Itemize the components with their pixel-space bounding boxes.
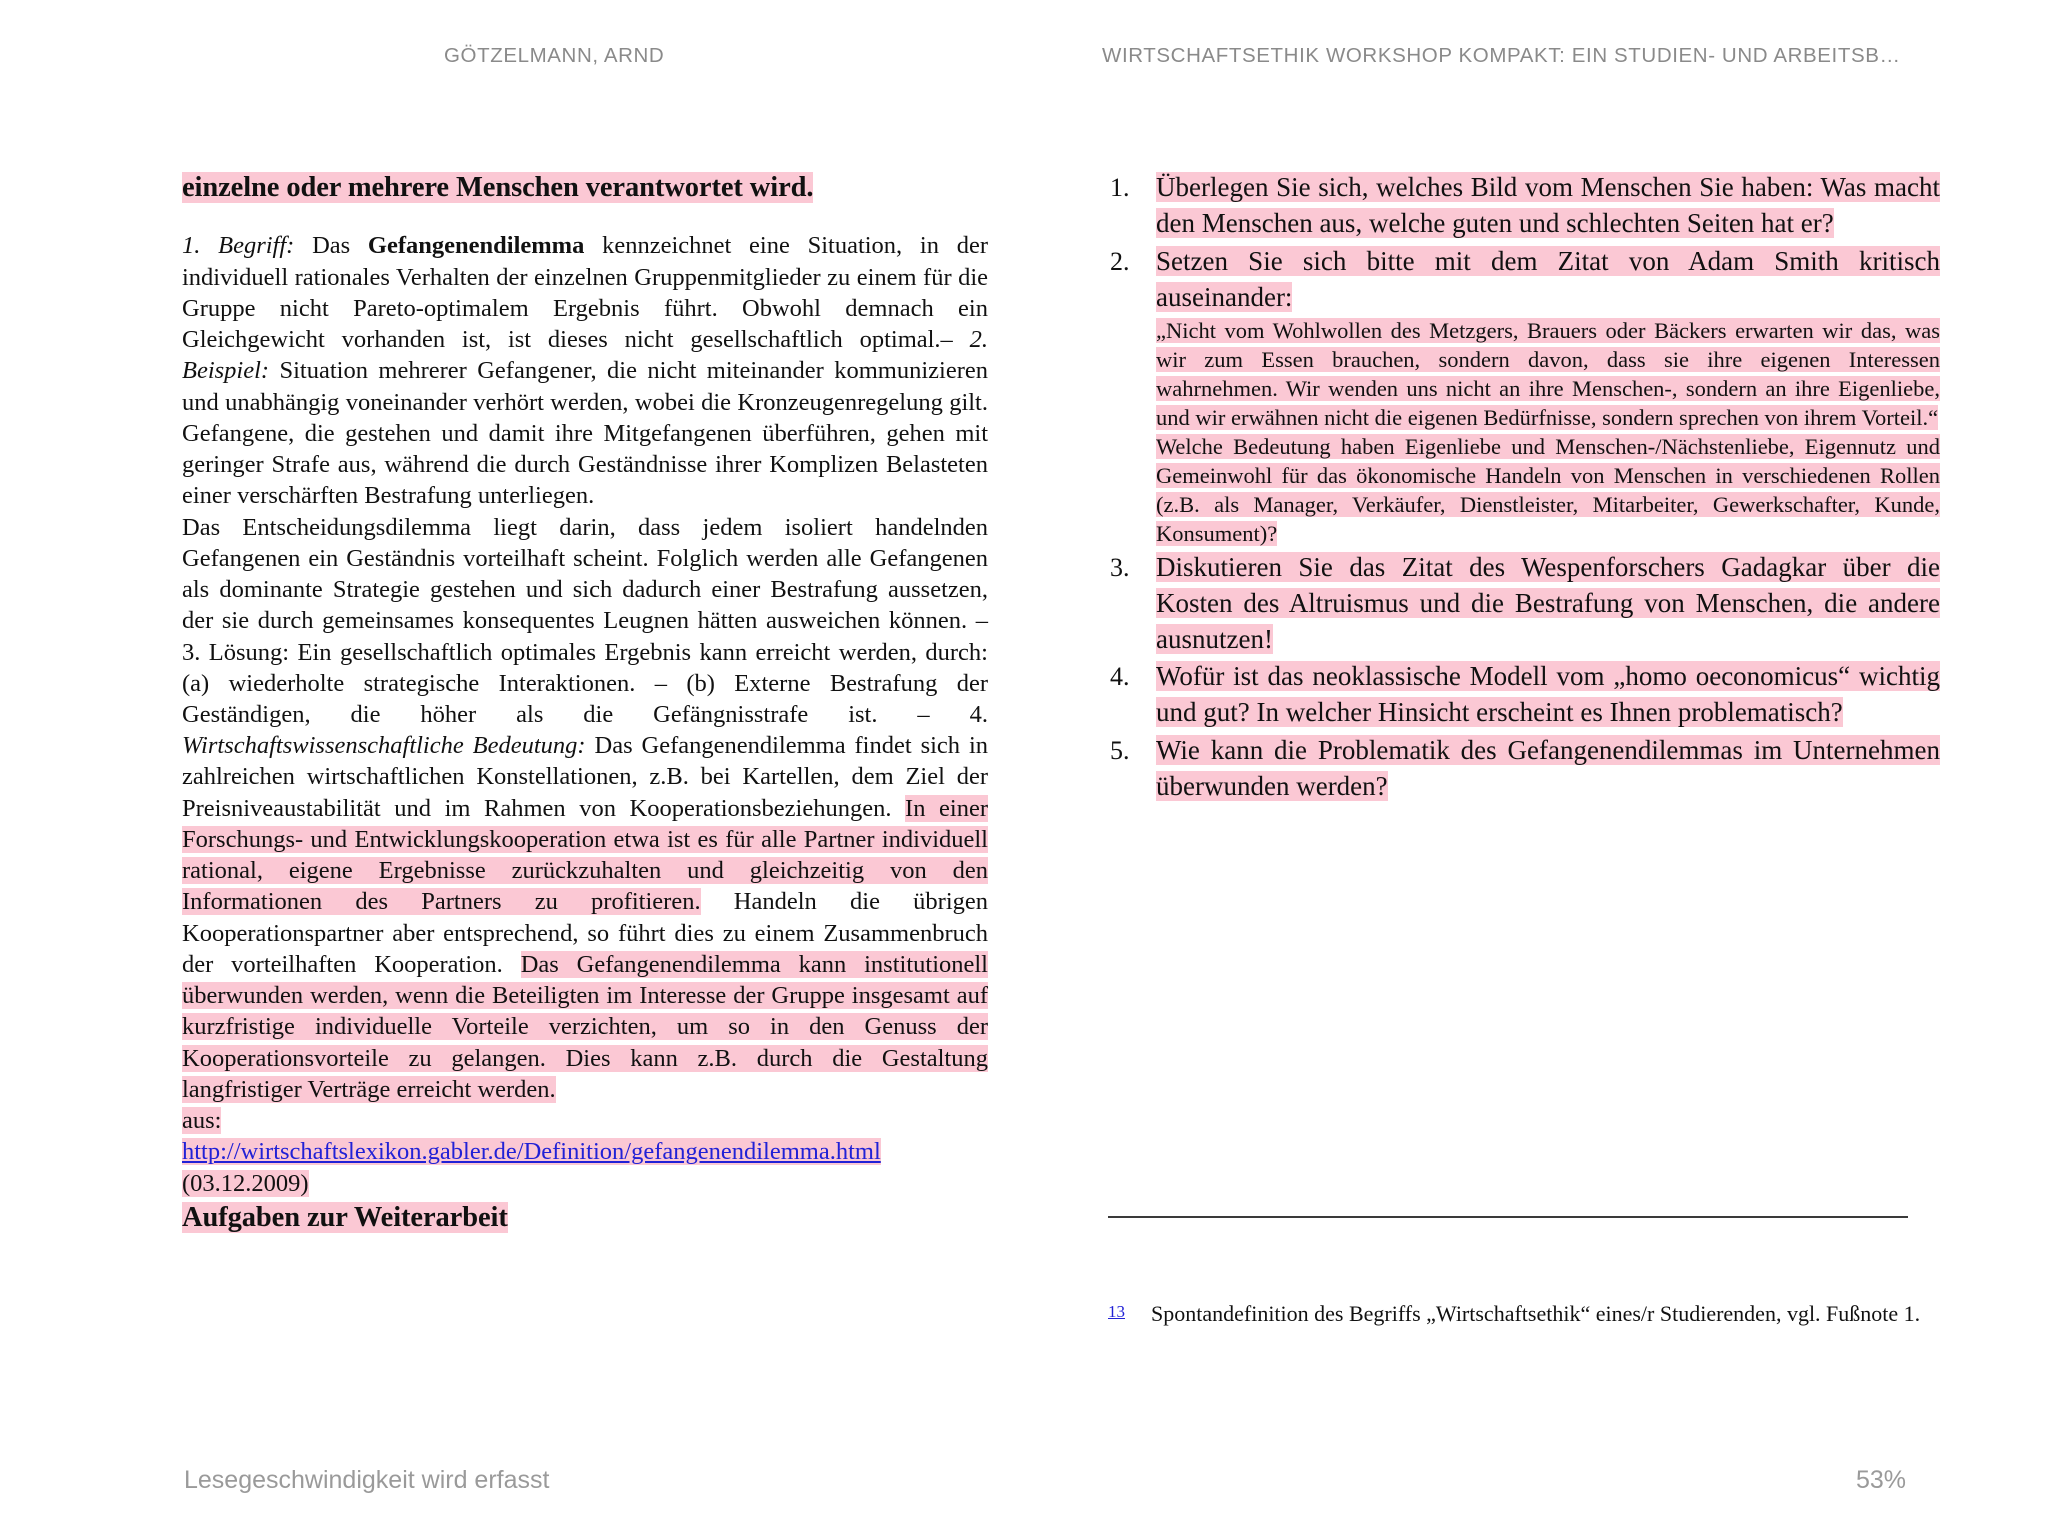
para1-text-c: Situation mehrerer Gefangener, die nicht miteinander kommunizieren und unabhängig voneinander verhört werden, wobei die Kronzeugenregelung gilt. Gefangene, die gestehen und damit ihre Mitgefangenen überführen, gehen mit geringer Strafe aus, während die durch Geständnisse ihrer Komplizen Belasteten einer verschärften Bestrafung unterliegen.: [182, 357, 988, 510]
running-head-title: WIRTSCHAFTSETHIK WORKSHOP KOMPAKT: EIN STUDIEN- UND ARBEITSB…: [1102, 44, 1901, 67]
para1-text-a: Das: [294, 232, 368, 260]
list-item: [1108, 244, 1940, 548]
source-date-line: [182, 1168, 988, 1199]
source-url-highlight: [182, 1138, 881, 1165]
source-url-link[interactable]: http://wirtschaftslexikon.gabler.de/Definition/gefangenendilemma.html: [182, 1138, 881, 1166]
task-sub-text: [1156, 432, 1940, 548]
section-heading-text: Aufgaben zur Weiterarbeit: [182, 1201, 508, 1233]
task-3-text: Diskutieren Sie das Zitat des Wespenforschers Gadagkar über die Kosten des Altruismus und die Bestrafung von Menschen, die andere ausnutzen!: [1156, 551, 1940, 654]
task-4-text: Wofür ist das neoklassische Modell vom „homo oeconomicus“ wichtig und gut? In welcher Hinsicht erscheint es Ihnen problematisch?: [1156, 661, 1940, 728]
para1-text-b: kennzeichnet eine Situation, in der individuell rationales Verhalten der einzelnen Gruppenmitglieder zu einem für die Gruppe nicht Pareto-optimalem Ergebnis führt. Obwohl demnach ein Gleichgewicht vorhanden ist, ist dieses nicht gesellschaftlich optimal.–: [182, 232, 989, 354]
task-list: [1108, 170, 1940, 805]
highlight-forschungskooperation: In einer Forschungs- und Entwicklungskooperation etwa ist es für alle Partner individuell rational, eigene Ergebnisse zurückzuhalten und gleichzeitig von den Informationen des Partners zu profitieren.: [182, 794, 988, 916]
progress-percent: 53%: [1855, 1466, 1906, 1494]
para2-text-c: Handeln die übrigen Kooperationspartner aber entsprechend, so führt dies zu einem Zusammenbruch der vorteilhaften Kooperation.: [182, 888, 988, 978]
task-5-text: Wie kann die Problematik des Gefangenendilemmas im Unternehmen überwunden werden?: [1156, 735, 1940, 802]
status-bar: [0, 1444, 2048, 1536]
list-item: [1108, 659, 1940, 731]
reading-speed-status: Lesegeschwindigkeit wird erfasst: [184, 1466, 550, 1494]
source-url-line: [182, 1136, 988, 1167]
list-item: [1108, 170, 1940, 242]
label-beispiel: 2. Beispiel:: [182, 326, 988, 385]
source-label-line: [182, 1105, 988, 1136]
lead-line: [182, 170, 988, 206]
task-2-text: Setzen Sie sich bitte mit dem Zitat von Adam Smith kritisch auseinander:: [1156, 245, 1940, 312]
running-head-author: GÖTZELMANN, ARND: [444, 44, 665, 67]
label-wirtschaftswissenschaftliche-bedeutung: Wirtschaftswissenschaftliche Bedeutung:: [182, 732, 586, 760]
source-date: (03.12.2009): [182, 1169, 309, 1197]
right-column: [1108, 170, 1940, 807]
term-gefangenendilemma: Gefangenendilemma: [367, 232, 585, 260]
task-main-text: [1156, 244, 1940, 316]
footnote-separator: [1108, 1216, 1908, 1218]
list-item: [1108, 733, 1940, 805]
task-main-text: [1156, 550, 1940, 658]
highlight-institutionell-ueberwunden: Das Gefangenendilemma kann institutionell überwunden werden, wenn die Beteiligten im Interesse der Gruppe insgesamt auf kurzfristige individuelle Vorteile verzichten, um so in den Genuss der Kooperationsvorteile zu gelangen. Dies kann z.B. durch die Gestaltung langfristiger Verträge erreicht werden.: [182, 950, 988, 1103]
footnote: [1108, 1300, 1940, 1329]
task-1-text: Überlegen Sie sich, welches Bild vom Menschen Sie haben: Was macht den Menschen aus, welche guten und schlechten Seiten hat er?: [1156, 172, 1940, 238]
list-item: [1108, 550, 1940, 658]
source-label: aus:: [182, 1107, 222, 1135]
paragraph-begriff: [182, 230, 988, 511]
left-column: [182, 170, 988, 1236]
task-2-quote: „Nicht vom Wohlwollen des Metzgers, Brauers oder Bäckers erwarten wir das, was wir zum Essen brauchen, sondern davon, dass sie ihre eigenen Interessen wahrnehmen. Wir wenden uns nicht an ihre Menschen-, sondern an ihre Eigenliebe, und wir erwähnen nicht die eigenen Bedürfnisse, sondern sprechen von ihrem Vorteil.“: [1156, 317, 1940, 430]
task-main-text: [1156, 170, 1940, 242]
para2-text-b: Das Gefangenendilemma findet sich in zahlreichen wirtschaftlichen Konstellationen, z.B. bei Kartellen, dem Ziel der Preisniveaustabilität und im Rahmen von Kooperationsbeziehungen.: [182, 732, 988, 822]
paragraph-entscheidungsdilemma: [182, 512, 988, 1105]
task-main-text: [1156, 733, 1940, 805]
footnote-number: 13: [1108, 1302, 1125, 1321]
task-main-text: [1156, 659, 1940, 731]
label-begriff: 1. Begriff:: [182, 232, 295, 260]
footnote-text: Spontandefinition des Begriffs „Wirtschaftsethik“ eines/r Studierenden, vgl. Fußnote 1.: [1151, 1301, 1921, 1326]
task-2-question: Welche Bedeutung haben Eigenliebe und Menschen-/Nächstenliebe, Eigennutz und Gemeinwohl für das ökonomische Handeln von Menschen in verschiedenen Rollen (z.B. als Manager, Verkäufer, Dienstleister, Mitarbeiter, Gewerkschafter, Kunde, Konsument)?: [1156, 433, 1940, 546]
task-sub-text: [1156, 316, 1940, 432]
para2-text-a: Das Entscheidungsdilemma liegt darin, dass jedem isoliert handelnden Gefangenen ein Geständnis vorteilhaft scheint. Folglich werden alle Gefangenen als dominante Strategie gestehen und sich dadurch einer Bestrafung aussetzen, der sie durch gemeinsames konsequentes Leugnen hätten ausweichen können. – 3. Lösung: Ein gesellschaftlich optimales Ergebnis kann erreicht werden, durch: (a) wiederholte strategische Interaktionen. – (b) Externe Bestrafung der Geständigen, die höher als die Gefängnisstrafe ist. – 4.: [182, 513, 988, 728]
lead-line-text: einzelne oder mehrere Menschen verantwortet wird.: [182, 172, 814, 203]
section-heading-aufgaben: [182, 1199, 988, 1236]
